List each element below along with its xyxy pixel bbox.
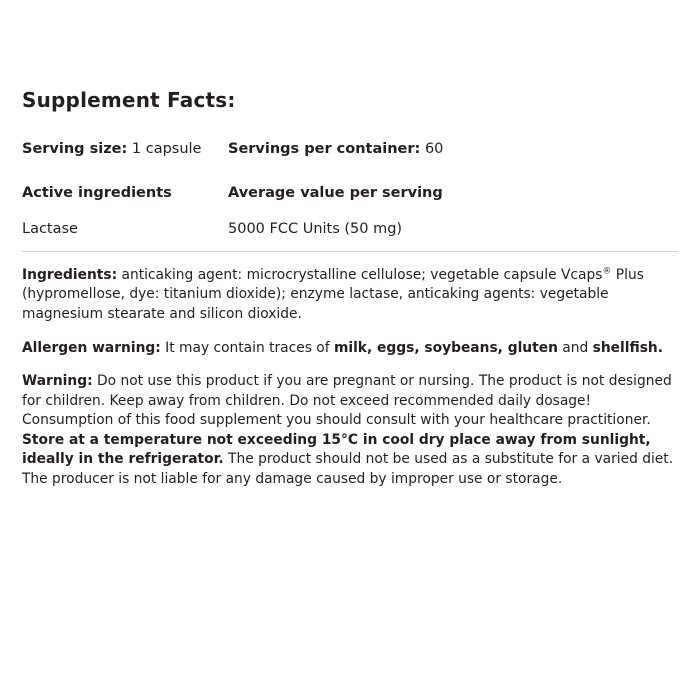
warning-text-part1: Do not use this product if you are pregnant or nursing. The product is not designed for children. Keep away from children. Do not exceed recommended daily dosage! Consumption of this food supplement you should consult with your healthcare practitioner. [22,373,672,429]
allergen-bold-list-2: shellfish. [592,339,663,356]
table-row [22,217,678,251]
ingredients-text-part2: Plus (hypromellose, dye: titanium dioxide); enzyme lactase, anticaking agents: vegetable magnesium stearate and silicon dioxide. [22,266,644,322]
allergen-warning-label: Allergen warning: [22,339,161,356]
serving-size-group [22,140,228,159]
registered-trademark-icon: ® [602,266,612,277]
table-header-row [22,185,678,217]
allergen-text-part2: and [557,339,593,356]
warning-text-part2: The product should not be used as a substitute for a varied diet. The producer is not liable for any damage caused by improper use or storage. [22,451,674,488]
warning-label: Warning: [22,373,93,390]
servings-per-container-value: 60 [424,141,444,157]
column-header-average-value: Average value per serving [228,184,443,201]
divider [22,251,678,252]
cell-ingredient-name: Lactase [22,220,78,237]
serving-size-label: Serving size: [22,141,128,157]
warning-storage-bold-text: Store at a temperature not exceeding 15°C in cool dry place away from sunlight, ideally in the refrigerator. [22,431,651,468]
supplement-facts-table [22,185,678,251]
page-title: Supplement Facts: [22,88,236,112]
allergen-text-part1: It may contain traces of [160,339,334,356]
servings-per-container-label: Servings per container: [228,141,421,157]
cell-ingredient-amount: 5000 FCC Units (50 mg) [228,220,403,237]
table-body [22,217,678,251]
ingredients-paragraph [22,266,678,325]
serving-size-value: 1 capsule [131,141,202,157]
column-header-active-ingredients: Active ingredients [22,184,172,201]
warning-paragraph [22,372,678,489]
allergen-bold-list: milk, eggs, soybeans, gluten [333,339,558,356]
ingredients-text-part1: anticaking agent: microcrystalline cellulose; vegetable capsule Vcaps [117,266,603,283]
allergen-warning-paragraph [22,339,678,359]
table-header [22,185,678,217]
serving-info-row [22,140,678,159]
ingredients-label: Ingredients: [22,266,118,283]
